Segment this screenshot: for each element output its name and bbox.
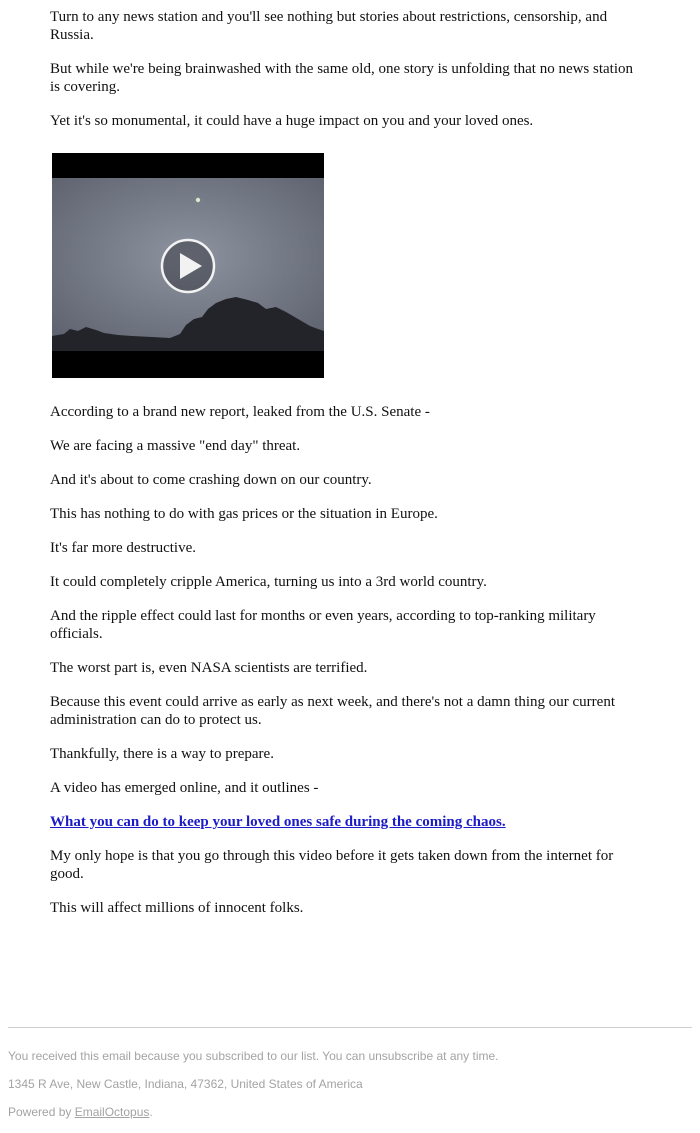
subscription-notice: You received this email because you subscribed to our list. You can unsubscribe at any time. — [8, 1049, 499, 1063]
body-paragraph: We are facing a massive "end day" threat. — [50, 438, 301, 454]
light-dot — [196, 198, 200, 202]
closing-paragraph: This will affect millions of innocent folks. — [50, 900, 304, 916]
video-thumbnail — [52, 153, 324, 378]
intro-paragraph: Turn to any news station and you'll see nothing but stories about restrictions, censorship, and Russia. — [50, 9, 608, 43]
body-paragraph: Because this event could arrive as early as next week, and there's not a damn thing our current administration can do to protect us. — [50, 694, 615, 728]
powered-by-prefix: Powered by — [8, 1105, 75, 1119]
intro-paragraph: Yet it's so monumental, it could have a huge impact on you and your loved ones. — [50, 113, 534, 129]
email-body — [50, 0, 640, 933]
play-icon — [162, 240, 214, 292]
body-paragraph: A video has emerged online, and it outlines - — [50, 780, 319, 796]
body-paragraph: And the ripple effect could last for months or even years, according to top-ranking military officials. — [50, 608, 596, 642]
body-paragraph: It could completely cripple America, turning us into a 3rd world country. — [50, 574, 487, 590]
body-paragraph: It's far more destructive. — [50, 540, 196, 556]
powered-by — [8, 1105, 692, 1119]
powered-by-suffix: . — [149, 1105, 153, 1119]
closing-paragraph: My only hope is that you go through this video before it gets taken down from the internet for good. — [50, 848, 614, 882]
cta-link[interactable]: What you can do to keep your loved ones safe during the coming chaos. — [50, 814, 506, 830]
body-paragraph: And it's about to come crashing down on our country. — [50, 472, 372, 488]
body-paragraph: The worst part is, even NASA scientists are terrified. — [50, 660, 368, 676]
video-thumbnail-link[interactable] — [52, 153, 324, 378]
body-paragraph: According to a brand new report, leaked from the U.S. Senate - — [50, 404, 430, 420]
body-paragraph: This has nothing to do with gas prices or the situation in Europe. — [50, 506, 438, 522]
sender-address: 1345 R Ave, New Castle, Indiana, 47362, United States of America — [8, 1077, 363, 1091]
email-footer — [8, 1027, 692, 1119]
body-paragraph: Thankfully, there is a way to prepare. — [50, 746, 274, 762]
cta-paragraph — [50, 813, 640, 831]
emailoctopus-link[interactable]: EmailOctopus — [74, 1105, 150, 1119]
intro-paragraph: But while we're being brainwashed with the same old, one story is unfolding that no news station is covering. — [50, 61, 634, 95]
